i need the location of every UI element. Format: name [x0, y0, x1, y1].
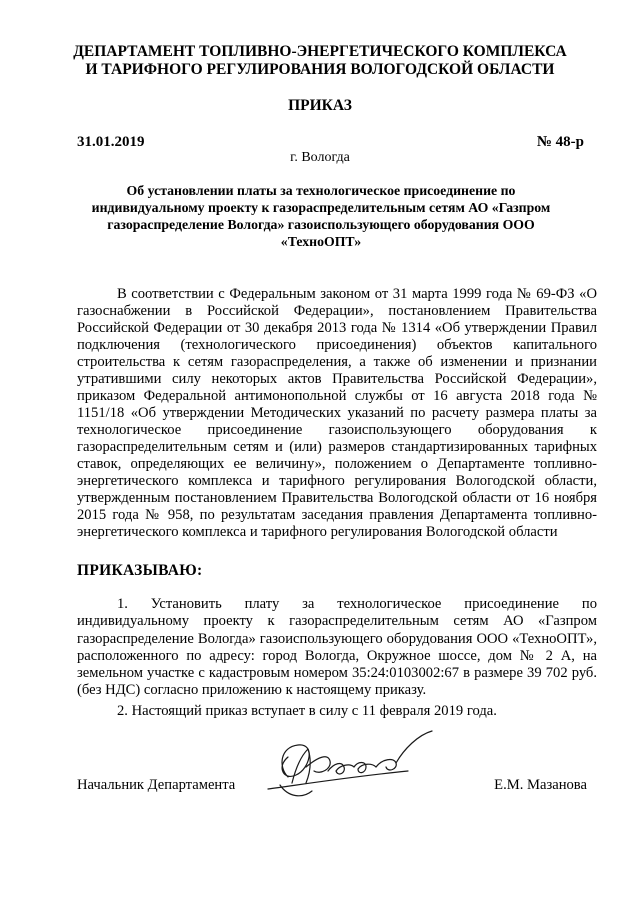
signatory-title: Начальник Департамента — [77, 777, 236, 793]
department-name-line-2: И ТАРИФНОГО РЕГУЛИРОВАНИЯ ВОЛОГОДСКОЙ ОБЛАСТИ — [85, 61, 555, 78]
order-item-1: 1. Установить плату за технологическое присоединение по индивидуальному проекту к газораспределительным сетям АО «Газпром газораспределение Вологда» газоиспользующего оборудования ООО «ТехноОПТ», расположенного по адресу: город Вологда, Окружное шоссе, дом № 2 А, на земельном участке с кадастровым номером 35:24:0103002:67 в размере 39 702 руб. (без НДС) согласно приложению к настоящему приказу. — [77, 596, 597, 699]
document-number: № 48-р — [536, 134, 584, 150]
handwritten-signature — [258, 727, 448, 809]
document-type: ПРИКАЗ — [288, 97, 352, 114]
signatory-name: Е.М. Мазанова — [494, 777, 587, 793]
document-city: г. Вологда — [290, 150, 350, 165]
document-subject: Об установлении платы за технологическое присоединение по индивидуальному проекту к газораспределительным сетям АО «Газпром газораспределение Вологда» газоиспользующего оборудования ООО «ТехноОПТ» — [91, 183, 551, 249]
department-name-line-1: ДЕПАРТАМЕНТ ТОПЛИВНО-ЭНЕРГЕТИЧЕСКОГО КОМПЛЕКСА — [73, 43, 567, 60]
order-heading: ПРИКАЗЫВАЮ: — [77, 562, 203, 579]
order-item-2: 2. Настоящий приказ вступает в силу с 11 февраля 2019 года. — [117, 703, 497, 719]
preamble-paragraph: В соответствии с Федеральным законом от 31 марта 1999 года № 69-ФЗ «О газоснабжении в Российской Федерации», постановлением Правительства Российской Федерации от 30 декабря 2013 года № 1314 «Об утверждении Правил подключения (технологического присоединения) объектов капитального строительства к сетям газораспределения, а также об изменении и признании утратившими силу некоторых актов Правительства Российской Федерации», приказом Федеральной антимонопольной службы от 16 августа 2018 года № 1151/18 «Об утверждении Методических указаний по расчету размера платы за технологическое присоединение газоиспользующего оборудования к газораспределительным сетям и (или) размеров стандартизированных тарифных ставок, определяющих ее величину», положением о Департаменте топливно-энергетического комплекса и тарифного регулирования Вологодской области, утвержденным постановлением Правительства Вологодской области от 16 ноября 2015 года № 958, по результатам заседания правления Департамента топливно-энергетического комплекса и тарифного регулирования Вологодской области — [77, 286, 597, 540]
document-date: 31.01.2019 — [77, 134, 145, 150]
